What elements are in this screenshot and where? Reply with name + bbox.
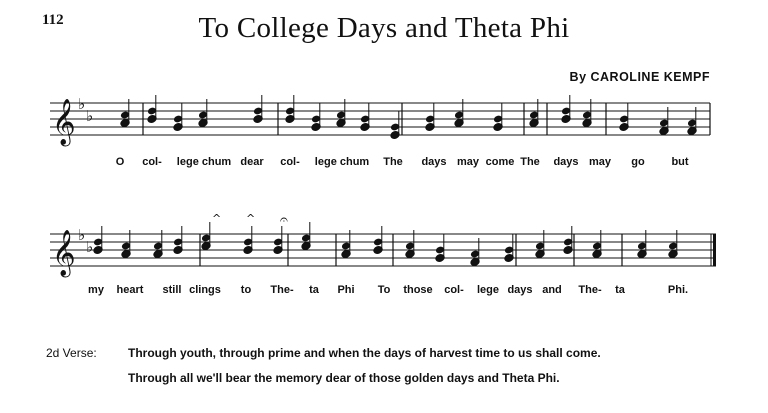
lyric-syllable: come bbox=[485, 156, 515, 168]
lyric-syllable: to bbox=[240, 284, 252, 296]
lyric-syllable: The bbox=[383, 156, 403, 168]
lyric-syllable: col- bbox=[444, 284, 464, 296]
verse-label: 2d Verse: bbox=[46, 346, 97, 360]
treble-clef: 𝄞 bbox=[52, 230, 76, 276]
lyric-syllable: The bbox=[520, 156, 540, 168]
lyric-syllable: lege chum bbox=[314, 156, 370, 168]
lyric-syllable: ta bbox=[309, 284, 319, 296]
treble-clef: 𝄞 bbox=[52, 99, 76, 145]
lyric-syllable: may bbox=[588, 156, 612, 168]
lyric-syllable: Phi. bbox=[667, 284, 689, 296]
lyric-syllable: may bbox=[456, 156, 480, 168]
lyric-syllable: days bbox=[553, 156, 579, 168]
lyric-syllable: O bbox=[115, 156, 125, 168]
composer-credit: By CAROLINE KEMPF bbox=[569, 70, 710, 84]
fermata: 𝄐 bbox=[280, 212, 288, 228]
lyric-syllable: still bbox=[162, 284, 182, 296]
lyric-syllable: but bbox=[671, 156, 689, 168]
lyric-syllable: lege bbox=[476, 284, 500, 296]
lyric-syllable: those bbox=[403, 284, 433, 296]
verse-line-2: Through all we'll bear the memory dear of those golden days and Theta Phi. bbox=[128, 371, 560, 385]
page-number: 112 bbox=[42, 12, 64, 28]
lyric-syllable: go bbox=[631, 156, 645, 168]
lyric-syllable: The- bbox=[270, 284, 294, 296]
key-flat: ♭ bbox=[78, 226, 86, 244]
lyric-syllable: lege chum bbox=[176, 156, 232, 168]
lyric-syllable: The- bbox=[578, 284, 602, 296]
key-flat: ♭ bbox=[78, 95, 86, 113]
lyric-syllable: dear bbox=[240, 156, 264, 168]
lyric-syllable: days bbox=[421, 156, 447, 168]
accent-mark: ^ bbox=[246, 212, 256, 225]
accent-mark: ^ bbox=[212, 212, 222, 225]
lyric-syllable: my bbox=[88, 284, 104, 296]
staff-1 bbox=[50, 95, 710, 147]
lyric-syllable: Phi bbox=[337, 284, 355, 296]
staff-2 bbox=[50, 212, 716, 278]
key-flat: ♭ bbox=[86, 107, 94, 125]
lyric-syllable: and bbox=[542, 284, 562, 296]
final-bar-thick bbox=[713, 234, 716, 266]
verse-line-1: Through youth, through prime and when the days of harvest time to us shall come. bbox=[128, 346, 601, 360]
lyric-syllable: clings bbox=[189, 284, 221, 296]
key-flat: ♭ bbox=[86, 238, 94, 256]
lyric-syllable: col- bbox=[280, 156, 300, 168]
song-title: To College Days and Theta Phi bbox=[198, 12, 570, 44]
lyric-syllable: heart bbox=[116, 284, 144, 296]
lyric-syllable: To bbox=[377, 284, 391, 296]
lyric-syllable: ta bbox=[615, 284, 625, 296]
lyric-syllable: col- bbox=[142, 156, 162, 168]
lyric-syllable: days bbox=[507, 284, 533, 296]
